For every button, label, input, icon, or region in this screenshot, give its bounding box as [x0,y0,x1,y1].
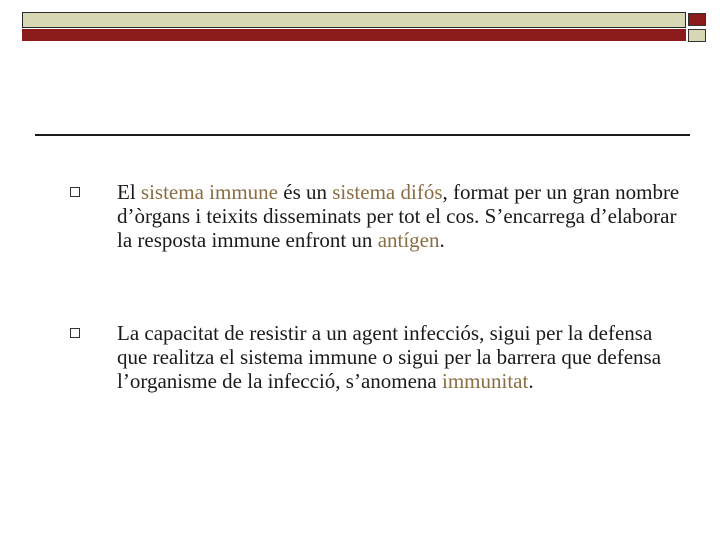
bullet-2-segment: . [528,369,534,393]
bullet-1-highlight: sistema immune [140,180,278,204]
bullet-2-segment: La capacitat de resistir a un agent infecciós, sigui per la defensa que realitza el sistema immune o sigui per la barrera que defensa l’organisme de la infecció, s’anomena [117,321,662,393]
bullet-text-1 [117,180,687,252]
header-band [22,12,686,28]
square-bullet-icon [70,328,80,338]
bullet-1-segment: és un [278,180,333,204]
bullet-1-segment: El [117,180,141,204]
bullet-1-highlight: sistema difós [332,180,443,204]
bullet-2-highlight: immunitat [442,369,529,393]
corner-square-top [688,13,706,26]
square-bullet-icon [70,187,80,197]
bullet-text-2 [117,321,687,393]
corner-square-bottom [688,29,706,42]
title-divider-line [35,134,690,136]
header-accent-bar [22,29,686,41]
bullet-1-highlight: antígen [377,228,440,252]
bullet-1-segment: , format per un gran nombre d’òrgans i teixits disseminats per tot el cos. S’encarrega d’elaborar la resposta immune enfront un [117,180,680,252]
bullet-1-segment: . [439,228,445,252]
